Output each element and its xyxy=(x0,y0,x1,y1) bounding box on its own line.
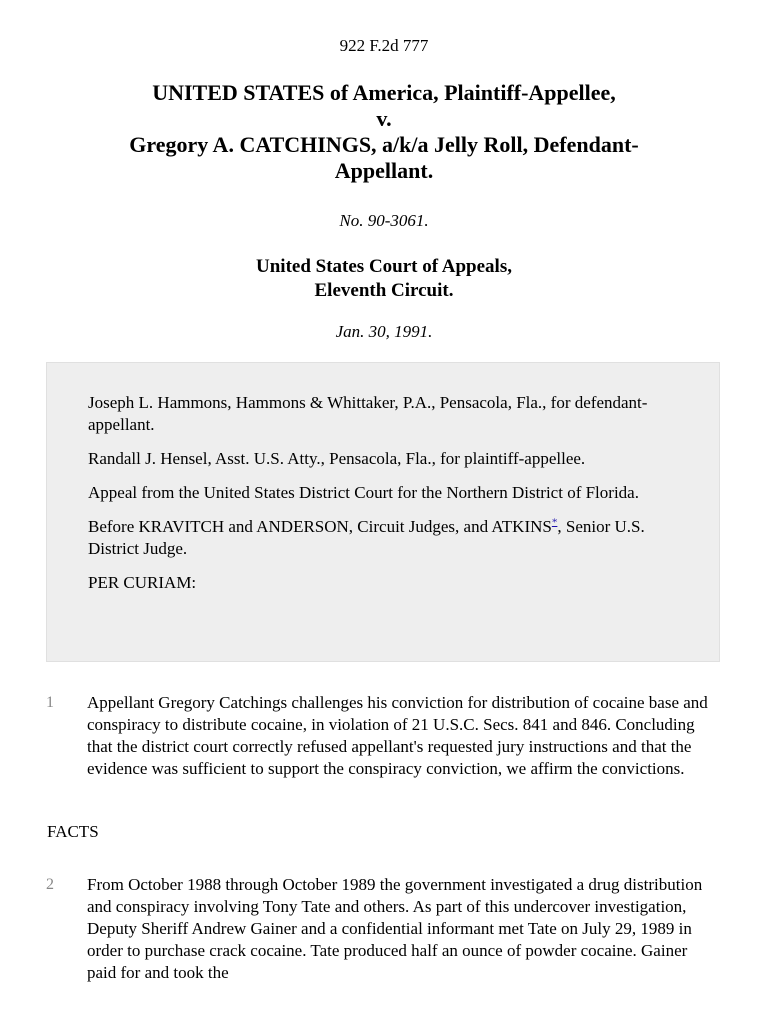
decision-date: Jan. 30, 1991. xyxy=(335,322,433,341)
court-name-line2: Eleventh Circuit. xyxy=(314,280,454,301)
counsel-defendant: Joseph L. Hammons, Hammons & Whittaker, P.A., Pensacola, Fla., for defendant-appellant. xyxy=(88,393,648,434)
per-curiam: PER CURIAM: xyxy=(88,573,197,592)
paragraph-text: Appellant Gregory Catchings challenges his conviction for distribution of cocaine base and conspiracy to distribute cocaine, in violation of 21 U.S.C. Secs. 841 and 846. Concluding that the district court correctly refused appellant's requested jury instructions and that the evidence was sufficient to support the conspiracy conviction, we affirm the convictions. xyxy=(87,693,708,778)
case-caption xyxy=(60,80,708,184)
paragraph-text: From October 1988 through October 1989 the government investigated a drug distribution and conspiracy involving Tony Tate and others. As part of this undercover investigation, Deputy Sheriff Andrew Gainer and a confidential informant met Tate on July 29, 1989 in order to purchase crack cocaine. Tate produced half an ounce of powder cocaine. Gainer paid for and took the xyxy=(87,875,703,982)
docket-number: No. 90-3061. xyxy=(339,211,429,230)
paragraph-number: 1 xyxy=(46,694,54,711)
appeal-from: Appeal from the United States District Court for the Northern District of Florida. xyxy=(88,483,639,502)
footnote-link[interactable]: * xyxy=(551,516,558,529)
caption-defendant: Gregory A. CATCHINGS, a/k/a Jelly Roll, Defendant- xyxy=(129,132,639,157)
paragraph-number: 2 xyxy=(46,876,54,893)
court-name-line1: United States Court of Appeals, xyxy=(256,256,512,277)
panel xyxy=(88,516,679,560)
headnote-box xyxy=(46,362,720,662)
court-name xyxy=(0,255,768,303)
panel-text-cont: , Senior U.S. District Judge. xyxy=(88,517,645,558)
caption-plaintiff: UNITED STATES of America, Plaintiff-Appellee, xyxy=(152,80,616,105)
panel-text: Before KRAVITCH and ANDERSON, Circuit Judges, and ATKINS xyxy=(88,517,552,536)
citation: 922 F.2d 777 xyxy=(339,36,429,55)
caption-versus: v. xyxy=(376,106,392,131)
counsel-plaintiff: Randall J. Hensel, Asst. U.S. Atty., Pensacola, Fla., for plaintiff-appellee. xyxy=(88,449,586,468)
section-heading: FACTS xyxy=(47,822,99,841)
caption-defendant-cont: Appellant. xyxy=(334,158,434,183)
